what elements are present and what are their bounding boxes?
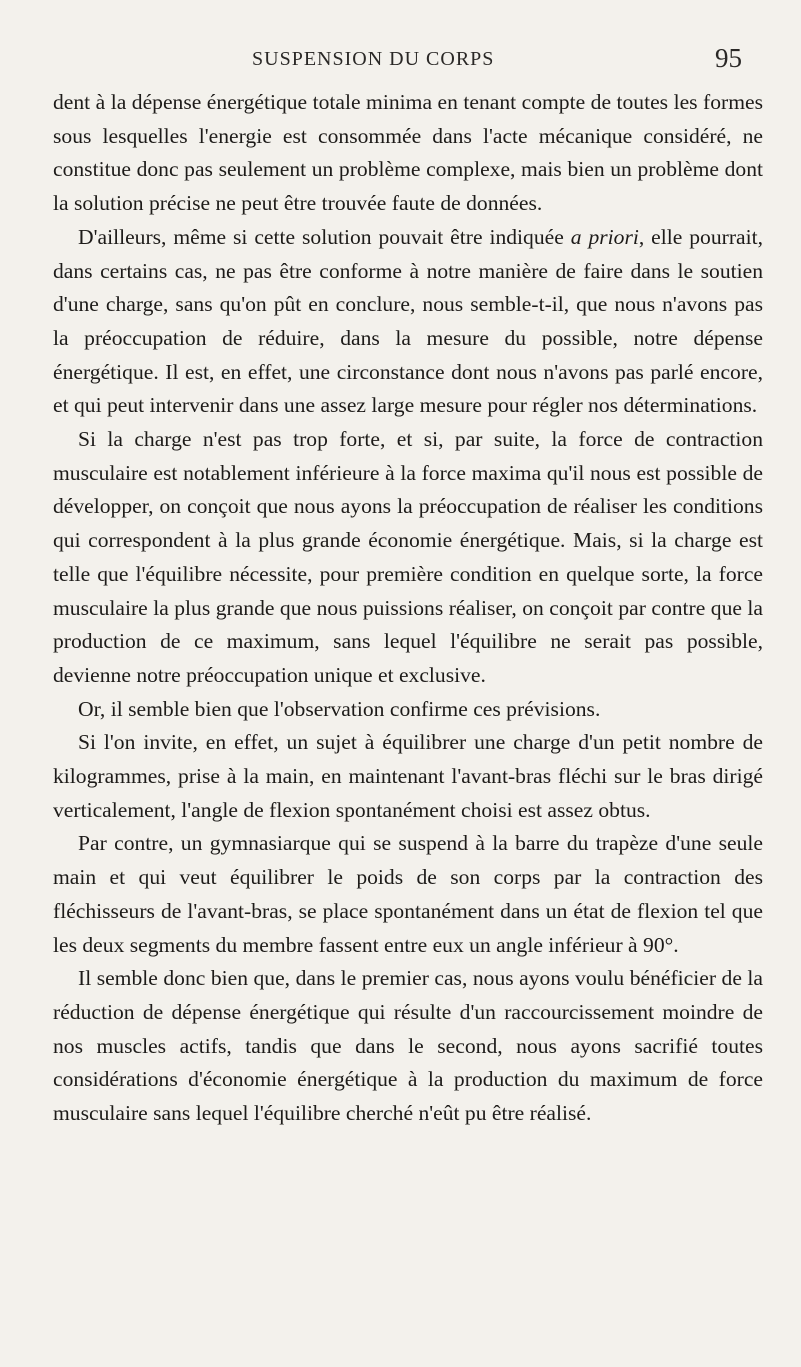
paragraph-6-text: Par contre, un gymnasiarque qui se suspend à la barre du trapèze d'une seule main et qui veut équilibrer le poids de son corps par la contraction des fléchisseurs de l'avant-bras, se place spontanément dans un état de flexion tel que les deux segments du membre fassent entre eux un angle inférieur à 90°. [53,831,763,957]
paragraph-6 [53,827,763,962]
paragraph-4-text: Or, il semble bien que l'observation confirme ces prévisions. [78,696,601,721]
page-number: 95 [715,43,742,73]
paragraph-2 [53,221,763,423]
paragraph-1-text: dent à la dépense énergétique totale minima en tenant compte de toutes les formes sous lesquelles l'energie est consommée dans l'acte mécanique considéré, ne constitue donc pas seulement un problème complexe, mais bien un problème dont la solution précise ne peut être trouvée faute de données. [53,90,763,216]
paragraph-5-text: Si l'on invite, en effet, un sujet à équilibrer une charge d'un petit nombre de kilogrammes, prise à la main, en maintenant l'avant-bras fléchi sur le bras dirigé verticalement, l'angle de flexion spontanément choisi est assez obtus. [53,730,763,822]
paragraph-3 [53,423,763,693]
paragraph-4 [53,693,763,727]
paragraph-7 [53,962,763,1131]
paragraph-2-text-b: , elle pourrait, dans certains cas, ne pas être conforme à notre manière de faire dans le soutien d'une charge, sans qu'on pût en conclure, nous semble-t-il, que nous n'avons pas la préoccupation de réduire, dans la mesure du possible, notre dépense énergétique. Il est, en effet, une circonstance dont nous n'avons pas parlé encore, et qui peut intervenir dans une assez large mesure pour régler nos déterminations. [53,224,763,418]
a-priori-italic: a priori [570,224,639,249]
paragraph-7-text: Il semble donc bien que, dans le premier cas, nous ayons voulu bénéficier de la réduction de dépense énergétique qui résulte d'un raccourcissement moindre de nos muscles actifs, tandis que dans le second, nous ayons sacrifié toutes considérations d'économie énergétique à la production du maximum de force musculaire sans lequel l'équilibre cherché n'eût pu être réalisé. [53,966,763,1126]
running-head-title: SUSPENSION DU CORPS [252,48,495,70]
running-head [0,43,801,78]
paragraph-2-text-a: D'ailleurs, même si cette solution pouvait être indiquée [78,224,571,249]
paragraph-1 [53,86,763,221]
paragraph-5 [53,726,763,827]
paragraph-3-text: Si la charge n'est pas trop forte, et si, par suite, la force de contraction musculaire est notablement inférieure à la force maxima qu'il nous est possible de développer, on conçoit que nous ayons la préoccupation de réaliser les conditions qui correspondent à la plus grande économie énergétique. Mais, si la charge est telle que l'équilibre nécessite, pour première condition en quelque sorte, la force musculaire la plus grande que nous puissions réaliser, on conçoit par contre que la production de ce maximum, sans lequel l'équilibre ne serait pas possible, devienne notre préoccupation unique et exclusive. [53,427,763,687]
body-text [53,86,763,1131]
